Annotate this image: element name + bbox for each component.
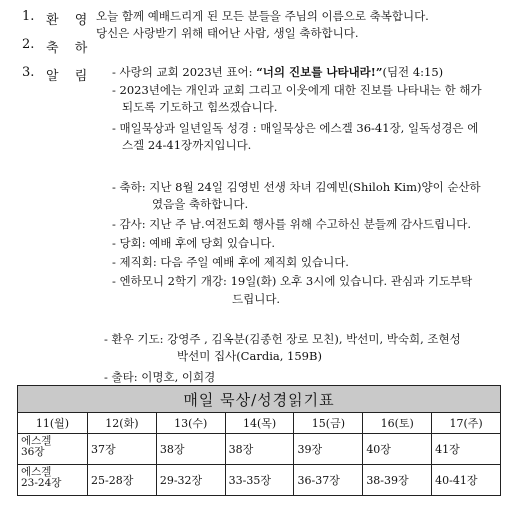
notice-congrats-line1: - 축하: 지난 8월 24일 김영빈 선생 차녀 김예빈(Shiloh Kim)양이 순산하	[112, 180, 481, 194]
notice-motto	[112, 64, 443, 80]
reading-cell: 29-32장	[156, 465, 225, 496]
section-2-number: 2.	[22, 37, 35, 52]
section-1-title: 환 영	[46, 13, 94, 28]
reading-cell: 40-41장	[432, 465, 501, 496]
book-name: 에스겔	[21, 466, 52, 478]
day-header: 11(월)	[18, 413, 88, 434]
reading-cell: 25-28장	[88, 465, 157, 496]
book-name: 에스겔	[21, 435, 52, 447]
notice-enharmony-line2: 드립니다.	[232, 292, 281, 306]
notice-enharmony-line1: - 엔하모니 2학기 개강: 19일(화) 오후 3시에 있습니다. 관심과 기도부탁	[112, 274, 473, 288]
book-chapter: 36장	[21, 446, 45, 458]
notice-meditation-line2: 스겔 24-41장까지입니다.	[122, 138, 252, 152]
table-row	[18, 434, 501, 465]
schedule-title: 매일 묵상/성경읽기표	[18, 386, 501, 413]
day-header: 17(주)	[432, 413, 501, 434]
notice-deacons: - 제직회: 다음 주일 예배 후에 제직회 있습니다.	[112, 255, 349, 269]
notice-session: - 당회: 예배 후에 당회 있습니다.	[112, 236, 275, 250]
schedule-days-row	[18, 413, 501, 434]
notice-2023-line2: 되도록 기도하고 힘쓰겠습니다.	[122, 100, 278, 114]
reading-cell: 38장	[225, 434, 294, 465]
motto-suffix: (딤전 4:15)	[382, 65, 444, 79]
day-header: 16(토)	[363, 413, 432, 434]
book-cell	[18, 465, 88, 496]
reading-cell: 33-35장	[225, 465, 294, 496]
section-3-number: 3.	[22, 65, 35, 80]
notice-prayer-line1: - 환우 기도: 강영주 , 김옥분(김종헌 장로 모친), 박선미, 박숙희, 조현성	[104, 332, 461, 346]
notice-2023-line1: - 2023년에는 개인과 교회 그리고 이웃에게 대한 진보를 나타내는 한 해가	[112, 83, 482, 97]
reading-schedule-table	[17, 385, 501, 496]
motto-bold: “너의 진보를 나타내라!”	[256, 65, 383, 79]
day-header: 12(화)	[88, 413, 157, 434]
table-row	[18, 465, 501, 496]
section-2-title: 축 하	[46, 41, 94, 56]
day-header: 13(수)	[156, 413, 225, 434]
notice-prayer-line2: 박선미 집사(Cardia, 159B)	[177, 349, 322, 363]
day-header: 14(목)	[225, 413, 294, 434]
reading-cell: 41장	[432, 434, 501, 465]
day-header: 15(금)	[294, 413, 363, 434]
reading-cell: 40장	[363, 434, 432, 465]
notice-travel: - 출타: 이명호, 이희경	[104, 370, 216, 384]
reading-cell: 37장	[88, 434, 157, 465]
motto-prefix: - 사랑의 교회 2023년 표어:	[112, 65, 257, 79]
book-chapter: 23-24장	[21, 477, 62, 489]
reading-cell: 38-39장	[363, 465, 432, 496]
section-2-text: 당신은 사랑받기 위해 태어난 사람, 생일 축하합니다.	[96, 26, 359, 40]
reading-cell: 36-37장	[294, 465, 363, 496]
section-1-number: 1.	[22, 9, 35, 24]
notice-thanks: - 감사: 지난 주 남.여전도회 행사를 위해 수고하신 분들께 감사드립니다.	[112, 217, 472, 231]
reading-cell: 39장	[294, 434, 363, 465]
book-cell	[18, 434, 88, 465]
notice-congrats-line2: 였음을 축하합니다.	[152, 197, 249, 211]
reading-cell: 38장	[156, 434, 225, 465]
notice-meditation-line1: - 매일묵상과 일년일독 성경 : 매일묵상은 에스겔 36-41장, 일독성경은 에	[112, 121, 479, 135]
section-1-text: 오늘 함께 예배드리게 된 모든 분들을 주님의 이름으로 축복합니다.	[96, 9, 429, 23]
section-3-title: 알 림	[46, 69, 94, 84]
